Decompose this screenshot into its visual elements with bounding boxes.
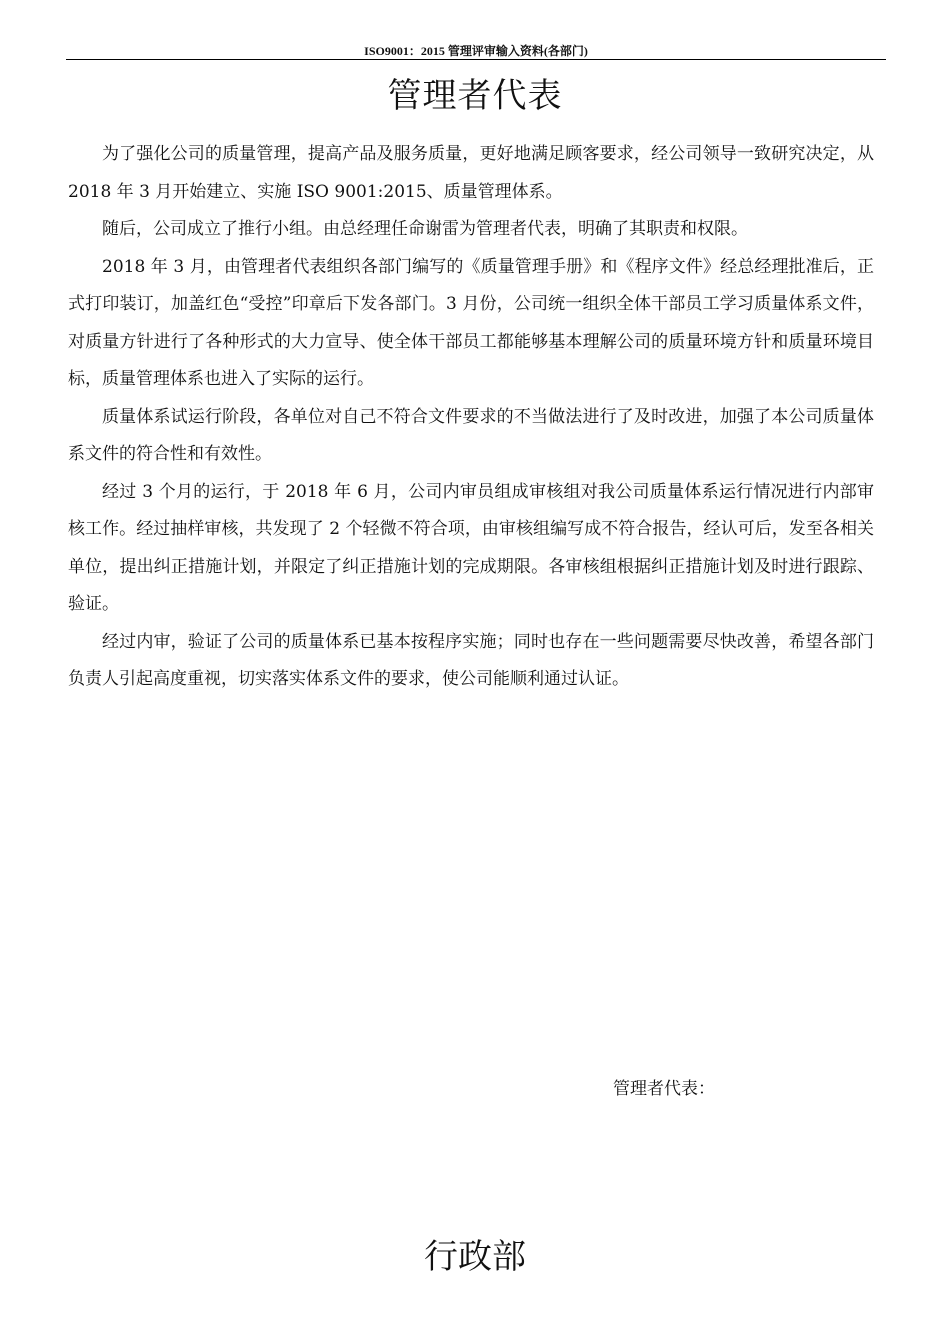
paragraph-3: 2018 年 3 月，由管理者代表组织各部门编写的《质量管理手册》和《程序文件》经总经理批准后，正式打印装订，加盖红色“受控”印章后下发各部门。3 月份，公司统一组织全体干部员工学习质量体系文件，对质量方针进行了各种形式的大力宣导、使全体干部员工都能够基本理解公司的质量环境方针和质量环境目标，质量管理体系也进入了实际的运行。 <box>68 256 874 389</box>
paragraph-2: 随后，公司成立了推行小组。由总经理任命谢雷为管理者代表，明确了其职责和权限。 <box>102 219 748 239</box>
paragraph-1: 为了强化公司的质量管理，提高产品及服务质量，更好地满足顾客要求，经公司领导一致研究决定，从 2018 年 3 月开始建立、实施 ISO 9001:2015、质量管理体系。 <box>68 144 874 202</box>
paragraph-5: 经过 3 个月的运行，于 2018 年 6 月，公司内审员组成审核组对我公司质量体系运行情况进行内部审核工作。经过抽样审核，共发现了 2 个轻微不符合项，由审核组编写成不符合报告，经认可后，发至各相关单位，提出纠正措施计划，并限定了纠正措施计划的完成期限。各审核组根据纠正措施计划及时进行跟踪、验证。 <box>68 481 874 614</box>
document-title: 管理者代表 <box>387 76 563 116</box>
document-body <box>68 136 874 699</box>
page-header: ISO9001：2015 管理评审输入资料(各部门) <box>66 44 886 60</box>
paragraph-6: 经过内审，验证了公司的质量体系已基本按程序实施；同时也存在一些问题需要尽快改善，希望各部门负责人引起高度重视，切实落实体系文件的要求，使公司能顺利通过认证。 <box>68 631 874 689</box>
signature-label: 管理者代表： <box>613 1079 715 1099</box>
paragraph-4: 质量体系试运行阶段，各单位对自己不符合文件要求的不当做法进行了及时改进，加强了本公司质量体系文件的符合性和有效性。 <box>68 406 874 464</box>
department-name: 行政部 <box>424 1237 526 1277</box>
